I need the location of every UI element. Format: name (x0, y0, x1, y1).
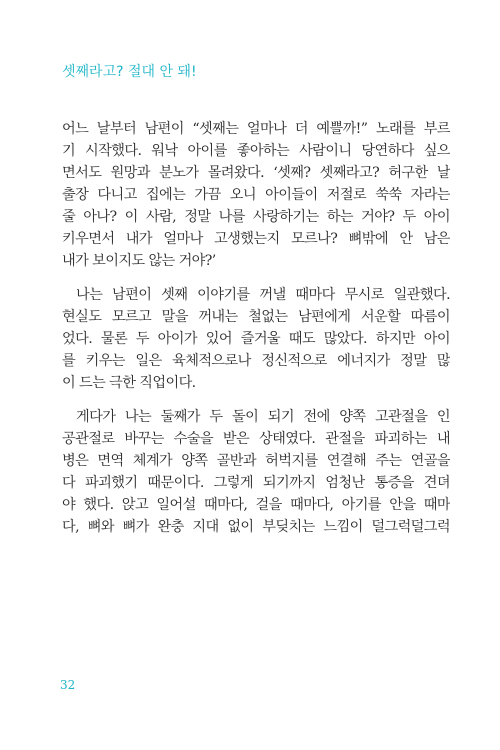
paragraph-2-line-5: 이 드는 극한 직업이다. (62, 375, 196, 391)
paragraph-3-line-4: 다 파괴했기 때문이다. 그렇게 되기까지 엄청난 통증을 견뎌 (62, 475, 450, 491)
paragraph-2-line-3: 었다. 물론 두 아이가 있어 즐거울 때도 많았다. 하지만 아이 (62, 331, 450, 347)
paragraph-3-line-3: 병은 면역 체계가 양쪽 골반과 허벅지를 연결해 주는 연골을 (62, 453, 450, 469)
body-text (62, 118, 450, 538)
paragraph-1-line-7: 내가 보이지도 않는 거야?’ (62, 253, 216, 269)
paragraph-1-line-2: 기 시작했다. 워낙 아이를 좋아하는 사람이니 당연하다 싶으 (62, 143, 450, 159)
paragraph-3-line-5: 야 했다. 앉고 일어설 때마다, 걸을 때마다, 아기를 안을 때마 (62, 497, 450, 513)
chapter-title: 셋째라고? 절대 안 돼! (62, 64, 197, 80)
paragraph-3-line-2: 공관절로 바꾸는 수술을 받은 상태였다. 관절을 파괴하는 내 (62, 431, 450, 447)
paragraph-1-line-1: 어느 날부터 남편이 “셋째는 얼마나 더 예쁠까!” 노래를 부르 (62, 121, 450, 137)
paragraph-2-line-2: 현실도 모르고 말을 꺼내는 철없는 남편에게 서운할 따름이 (62, 309, 450, 325)
paragraph-1-line-5: 줄 아나? 이 사람, 정말 나를 사랑하기는 하는 거야? 두 아이 (62, 209, 450, 225)
paragraph-3-line-6: 다, 뼈와 뼈가 완충 지대 없이 부딪치는 느낌이 덜그럭덜그럭 (62, 519, 450, 535)
page-number: 32 (60, 678, 76, 692)
paragraph-2-line-1: 나는 남편이 셋째 이야기를 꺼낼 때마다 무시로 일관했다. (76, 287, 450, 303)
paragraph-3-line-1: 게다가 나는 둘째가 두 돌이 되기 전에 양쪽 고관절을 인 (76, 409, 450, 425)
paragraph-1-line-4: 출장 다니고 집에는 가끔 오니 아이들이 저절로 쑥쑥 자라는 (62, 187, 450, 203)
paragraph-1-line-6: 키우면서 내가 얼마나 고생했는지 모르나? 뼈밖에 안 남은 (62, 231, 450, 247)
paragraph-1-line-3: 면서도 원망과 분노가 몰려왔다. ‘셋째? 셋째라고? 허구한 날 (62, 165, 450, 181)
paragraph-2-line-4: 를 키우는 일은 육체적으로나 정신적으로 에너지가 정말 많 (62, 353, 450, 369)
